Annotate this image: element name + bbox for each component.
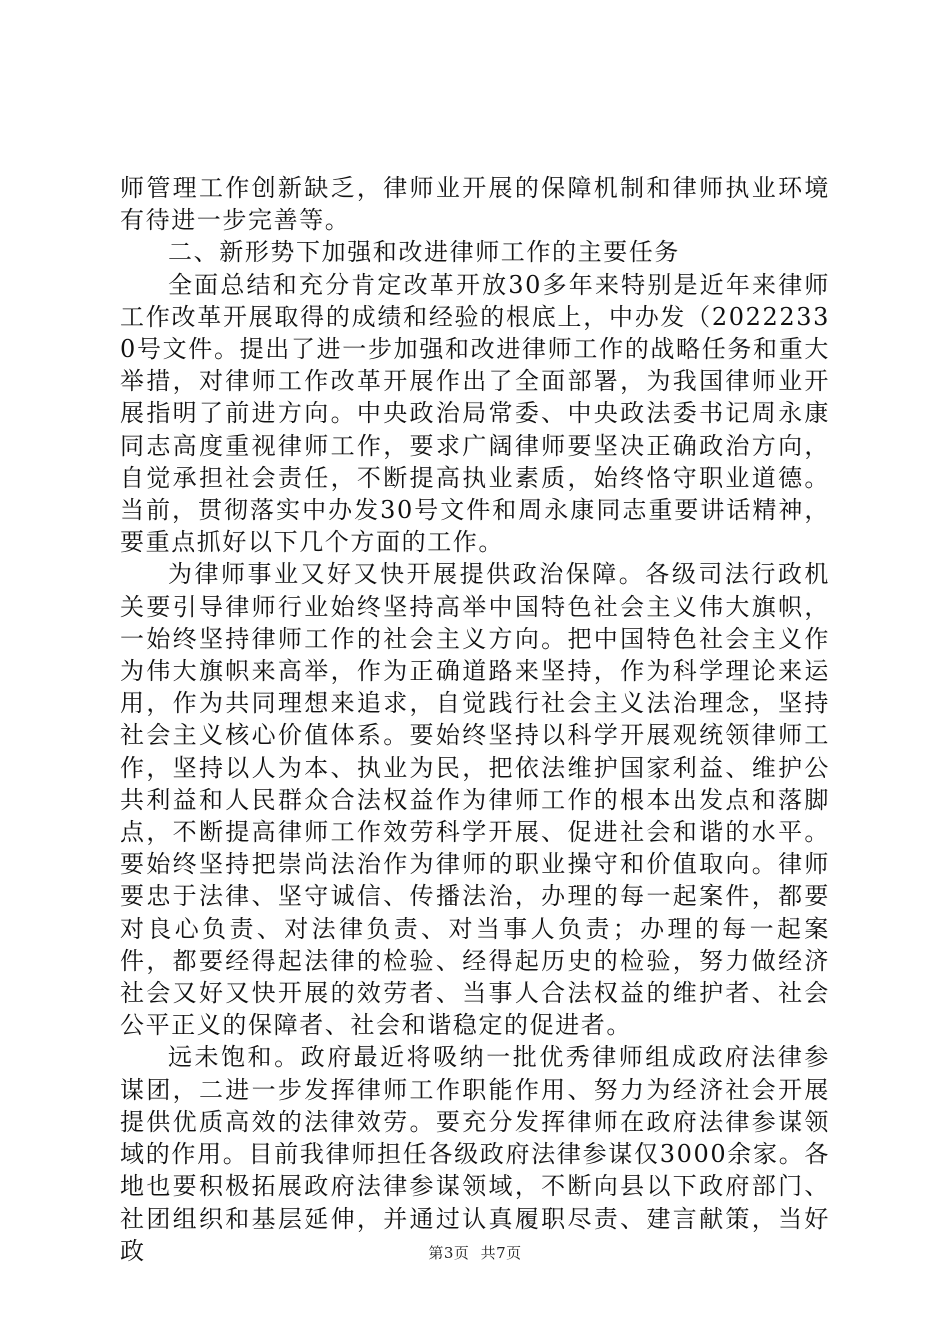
section-heading: 二、新形势下加强和改进律师工作的主要任务 <box>168 238 680 267</box>
page-total: 共7页 <box>480 1244 522 1262</box>
page-footer <box>0 1242 950 1263</box>
paragraph-continuation: 师管理工作创新缺乏，律师业开展的保障机制和律师执业环境有待进一步完善等。 <box>120 174 830 235</box>
paragraph-summary: 全面总结和充分肯定改革开放30多年来特别是近年来律师工作改革开展取得的成绩和经验的根底上，中办发（20222330号文件。提出了进一步加强和改进律师工作的战略任务和重大举措，对律师工作改革开展作出了全面部署，为我国律师业开展指明了前进方向。中央政治局常委、中央政法委书记周永康同志高度重视律师工作，要求广阔律师要坚决正确政治方向，自觉承担社会责任，不断提高执业素质，始终恪守职业道德。当前，贯彻落实中办发30号文件和周永康同志重要讲话精神，要重点抓好以下几个方面的工作。 <box>120 270 830 557</box>
paragraph-government-counsel: 远未饱和。政府最近将吸纳一批优秀律师组成政府法律参谋团，二进一步发挥律师工作职能作用、努力为经济社会开展提供优质高效的法律效劳。要充分发挥律师在政府法律参谋领域的作用。目前我律师担任各级政府法律参谋仅3000余家。各地也要积极拓展政府法律参谋领域，不断向县以下政府部门、社团组织和基层延伸，并通过认真履职尽责、建言献策，当好政 <box>120 1043 830 1265</box>
document-body <box>120 172 830 1267</box>
paragraph-political-guarantee: 为律师事业又好又快开展提供政治保障。各级司法行政机关要引导律师行业始终坚持高举中国特色社会主义伟大旗帜，一始终坚持律师工作的社会主义方向。把中国特色社会主义作为伟大旗帜来高举，作为正确道路来坚持，作为科学理论来运用，作为共同理想来追求，自觉践行社会主义法治理念，坚持社会主义核心价值体系。要始终坚持以科学开展观统领律师工作，坚持以人为本、执业为民，把依法维护国家利益、维护公共利益和人民群众合法权益作为律师工作的根本出发点和落脚点，不断提高律师工作效劳科学开展、促进社会和谐的水平。要始终坚持把崇尚法治作为律师的职业操守和价值取向。律师要忠于法律、坚守诚信、传播法治，办理的每一起案件，都要对良心负责、对法律负责、对当事人负责；办理的每一起案件，都要经得起法律的检验、经得起历史的检验，努力做经济社会又好又快开展的效劳者、当事人合法权益的维护者、社会公平正义的保障者、社会和谐稳定的促进者。 <box>120 560 830 1040</box>
page-number: 第3页 <box>428 1244 470 1262</box>
